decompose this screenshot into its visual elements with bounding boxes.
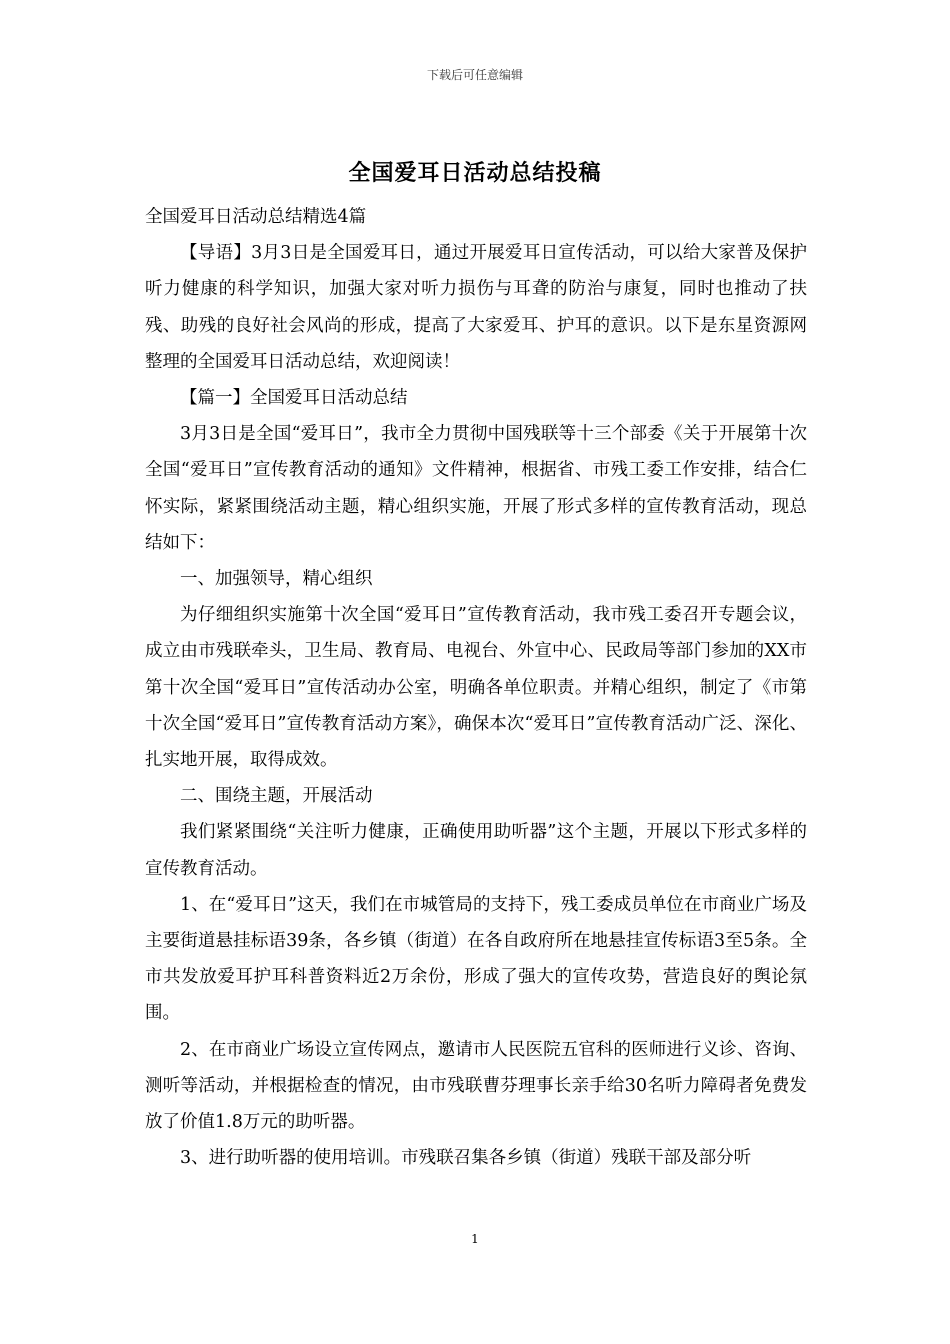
paragraph: 1、在“爱耳日”这天，我们在市城管局的支持下，残工委成员单位在市商业广场及主要街道悬挂标语39条，各乡镇（街道）在各自政府所在地悬挂宣传标语3至5条。全市共发放爱耳护耳科普资料近2万余份，形成了强大的宣传攻势，营造良好的舆论氛围。 — [145, 894, 807, 1024]
document-subtitle: 全国爱耳日活动总结精选4篇 — [145, 207, 367, 227]
paragraph: 2、在市商业广场设立宣传网点，邀请市人民医院五官科的医师进行义诊、咨询、测听等活动，并根据检查的情况，由市残联曹芬理事长亲手给30名听力障碍者免费发放了价值1.8万元的助听器。 — [145, 1039, 807, 1133]
paragraph: 【导语】3月3日是全国爱耳日，通过开展爱耳日宣传活动，可以给大家普及保护听力健康的科学知识，加强大家对听力损伤与耳聋的防治与康复，同时也推动了扶残、助残的良好社会风尚的形成，提高了大家爱耳、护耳的意识。以下是东星资源网整理的全国爱耳日活动总结，欢迎阅读！ — [145, 243, 807, 372]
document-body — [145, 199, 807, 1176]
paragraph: 为仔细组织实施第十次全国“爱耳日”宣传教育活动，我市残工委召开专题会议，成立由市残联牵头，卫生局、教育局、电视台、外宣中心、民政局等部门参加的XX市第十次全国“爱耳日”宣传活动办公室，明确各单位职责。并精心组织，制定了《市第十次全国“爱耳日”宣传教育活动方案》，确保本次“爱耳日”宣传教育活动广泛、深化、扎实地开展，取得成效。 — [145, 605, 807, 771]
document-title: 全国爱耳日活动总结投稿 — [348, 160, 602, 186]
paragraph: 3月3日是全国“爱耳日”，我市全力贯彻中国残联等十三个部委《关于开展第十次全国“爱耳日”宣传教育活动的通知》文件精神，根据省、市残工委工作安排，结合仁怀实际，紧紧围绕活动主题，精心组织实施，开展了形式多样的宣传教育活动，现总结如下： — [145, 424, 807, 553]
page-number: 1 — [471, 1232, 479, 1246]
paragraph: 我们紧紧围绕“关注听力健康，正确使用助听器”这个主题，开展以下形式多样的宣传教育活动。 — [145, 822, 807, 879]
page-header: 下载后可任意编辑 — [426, 68, 523, 82]
paragraph: 3、进行助听器的使用培训。市残联召集各乡镇（街道）残联干部及部分听 — [180, 1148, 752, 1169]
section-heading: 【篇一】全国爱耳日活动总结 — [180, 388, 408, 409]
section-heading: 二、围绕主题，开展活动 — [180, 786, 373, 807]
section-heading: 一、加强领导，精心组织 — [180, 569, 373, 590]
